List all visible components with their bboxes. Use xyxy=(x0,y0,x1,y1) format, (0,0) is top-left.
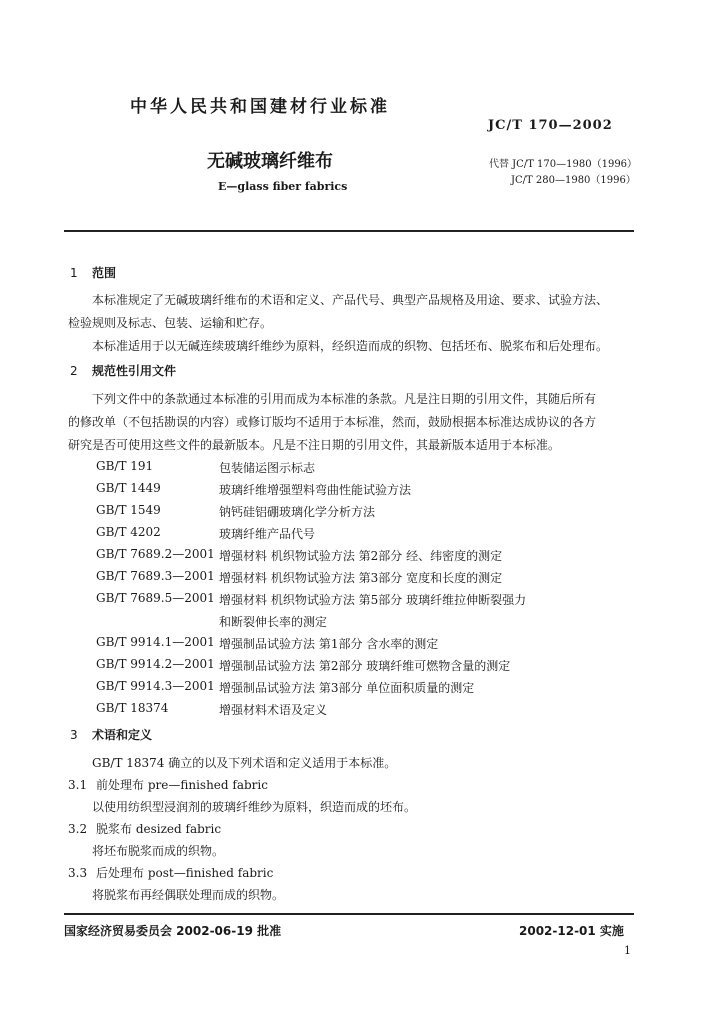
section-number: 2 xyxy=(70,364,78,378)
replaces-line: JC/T 280—1980（1996） xyxy=(511,175,636,186)
reference-name: 增强制品试验方法 第3部分 单位面积质量的测定 xyxy=(219,681,475,695)
paragraph-line: 本标准规定了无碱玻璃纤维布的术语和定义、产品代号、典型产品规格及用途、要求、试验方法、 xyxy=(92,293,609,307)
term-definition: 将坯布脱浆而成的织物。 xyxy=(92,844,225,858)
reference-code: GB/T 18374 xyxy=(96,701,169,715)
section-title: 范围 xyxy=(92,266,117,280)
reference-name: 增强材料 机织物试验方法 第3部分 宽度和长度的测定 xyxy=(219,571,503,585)
term-heading xyxy=(68,864,273,881)
section-title: 术语和定义 xyxy=(92,728,153,742)
reference-name: 增强制品试验方法 第1部分 含水率的测定 xyxy=(219,637,439,651)
paragraph-line: GB/T 18374 确立的以及下列术语和定义适用于本标准。 xyxy=(92,756,397,770)
term-name: 前处理布 pre—finished fabric xyxy=(96,778,268,792)
reference-code: GB/T 4202 xyxy=(96,525,161,539)
paragraph-line: 本标准适用于以无碱连续玻璃纤维纱为原料，经织造而成的织物、包括坯布、脱浆布和后处理布。 xyxy=(92,339,609,353)
paragraph-line: 检验规则及标志、包装、运输和贮存。 xyxy=(68,316,273,330)
section-heading xyxy=(70,362,176,379)
reference-code: GB/T 7689.2—2001 xyxy=(96,547,215,561)
section-heading xyxy=(70,726,152,743)
reference-code: GB/T 7689.3—2001 xyxy=(96,569,215,583)
term-heading xyxy=(68,820,221,837)
document-title-english: E—glass fiber fabrics xyxy=(218,180,348,193)
term-definition: 将脱浆布再经偶联处理而成的织物。 xyxy=(92,888,285,902)
reference-name: 钠钙硅铝硼玻璃化学分析方法 xyxy=(219,505,376,519)
term-number: 3.1 xyxy=(68,778,88,792)
term-number: 3.3 xyxy=(68,866,88,880)
reference-code: GB/T 9914.1—2001 xyxy=(96,635,215,649)
standard-code: JC/T 170—2002 xyxy=(488,118,613,133)
document-title: 无碱玻璃纤维布 xyxy=(207,151,333,172)
term-heading xyxy=(68,776,268,793)
term-definition: 以使用纺织型浸润剂的玻璃纤维纱为原料，织造而成的坯布。 xyxy=(92,800,417,814)
implementation-note: 2002-12-01 实施 xyxy=(519,924,624,938)
term-number: 3.2 xyxy=(68,822,88,836)
standard-org-title: 中华人民共和国建材行业标准 xyxy=(130,97,390,117)
term-name: 后处理布 post—finished fabric xyxy=(96,866,274,880)
section-number: 1 xyxy=(70,266,78,280)
section-number: 3 xyxy=(70,728,78,742)
page-number: 1 xyxy=(624,944,631,957)
header-divider xyxy=(64,230,634,232)
section-title: 规范性引用文件 xyxy=(92,364,177,378)
replaces-line: 代替 JC/T 170—1980（1996） xyxy=(489,159,638,170)
reference-name: 增强材料术语及定义 xyxy=(219,703,328,717)
reference-code: GB/T 7689.5—2001 xyxy=(96,591,215,605)
reference-name: 玻璃纤维增强塑料弯曲性能试验方法 xyxy=(219,483,412,497)
replaces-block xyxy=(489,157,637,189)
reference-code: GB/T 9914.3—2001 xyxy=(96,679,215,693)
reference-code: GB/T 1549 xyxy=(96,503,161,517)
reference-name: 玻璃纤维产品代号 xyxy=(219,527,316,541)
reference-name: 增强材料 机织物试验方法 第2部分 经、纬密度的测定 xyxy=(219,549,503,563)
paragraph-line: 的修改单（不包括勘误的内容）或修订版均不适用于本标准，然而，鼓励根据本标准达成协议的各方 xyxy=(68,415,597,429)
paragraph-line: 下列文件中的条款通过本标准的引用而成为本标准的条款。凡是注日期的引用文件，其随后所有 xyxy=(92,392,597,406)
approval-note: 国家经济贸易委员会 2002-06-19 批准 xyxy=(64,924,282,938)
reference-name: 和断裂伸长率的测定 xyxy=(219,615,328,629)
reference-code: GB/T 1449 xyxy=(96,481,161,495)
reference-code: GB/T 191 xyxy=(96,459,154,473)
reference-name: 增强材料 机织物试验方法 第5部分 玻璃纤维拉伸断裂强力 xyxy=(219,593,527,607)
reference-name: 增强制品试验方法 第2部分 玻璃纤维可燃物含量的测定 xyxy=(219,659,511,673)
footer-divider xyxy=(64,913,634,915)
section-heading xyxy=(70,264,116,281)
paragraph-line: 研究是否可使用这些文件的最新版本。凡是不注日期的引用文件，其最新版本适用于本标准。 xyxy=(68,438,561,452)
reference-code: GB/T 9914.2—2001 xyxy=(96,657,215,671)
term-name: 脱浆布 desized fabric xyxy=(96,822,222,836)
reference-name: 包装储运图示标志 xyxy=(219,461,316,475)
